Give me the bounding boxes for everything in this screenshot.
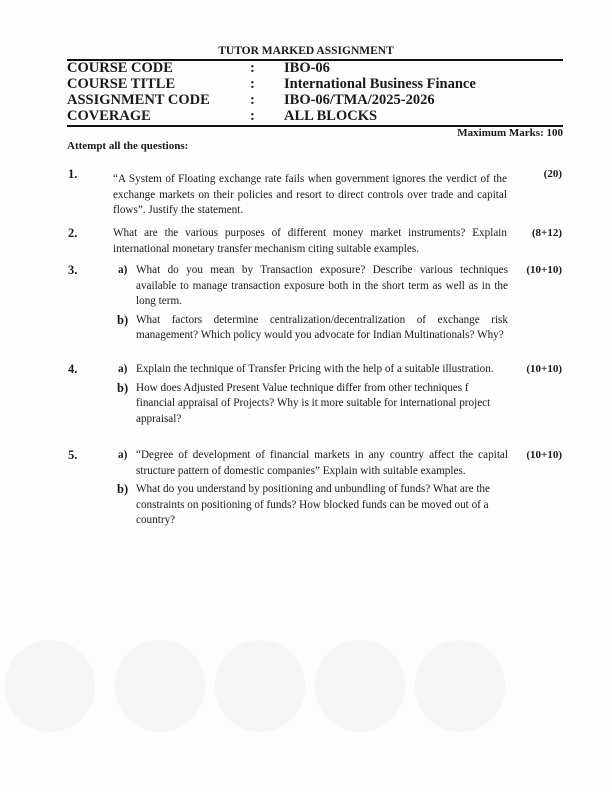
- part-letter: b): [117, 312, 129, 327]
- watermark-logo: [0, 640, 612, 740]
- question-text: “A System of Floating exchange rate fails when government ignores the verdict of the exchange markets on their policies and resort to direct controls over trade and capital flows”. Justify the statement.: [113, 173, 507, 217]
- question-marks: (10+10): [526, 363, 562, 375]
- question-number: 2.: [68, 226, 78, 240]
- part-text: What do you mean by Transaction exposure? Describe various techniques available to manage transaction exposure both in the short term as well as in the long term.: [136, 264, 508, 308]
- field-label: COURSE CODE: [67, 60, 173, 76]
- question-part-b: [67, 313, 563, 344]
- field-label: ASSIGNMENT CODE: [67, 92, 210, 108]
- question-4: [67, 362, 563, 427]
- question-marks: (10+10): [526, 449, 562, 461]
- field-label: COVERAGE: [67, 108, 151, 124]
- question-number: 5.: [68, 448, 78, 462]
- maximum-marks: Maximum Marks: 100: [457, 127, 563, 139]
- part-text: “Degree of development of financial markets in any country affect the capital structure pattern of domestic companies” Explain with suitable examples.: [136, 449, 508, 477]
- coverage-row: [67, 108, 563, 124]
- course-info-table: [67, 60, 563, 124]
- question-part-b: [67, 381, 563, 428]
- question-marks: (20): [543, 168, 562, 180]
- question-marks: (8+12): [531, 227, 562, 239]
- part-text: What factors determine centralization/decentralization of exchange risk management? Which policy would you advocate for Indian Multinationals? Why?: [136, 313, 508, 342]
- question-number: 3.: [68, 263, 78, 277]
- field-separator: :: [250, 76, 255, 92]
- question-number: 4.: [68, 362, 78, 376]
- part-letter: a): [118, 449, 128, 461]
- field-separator: :: [250, 108, 255, 124]
- question-marks: (10+10): [526, 264, 562, 276]
- question-part-a: [67, 362, 563, 378]
- part-text: How does Adjusted Present Value technique differ from other techniques f financial appraisal of Projects? Why is it more suitable for international project appraisal?: [136, 381, 491, 425]
- part-letter: b): [117, 380, 129, 395]
- question-5: [67, 448, 563, 529]
- assignment-code-row: [67, 92, 563, 108]
- part-text: Explain the technique of Transfer Pricing with the help of a suitable illustration.: [136, 363, 494, 375]
- question-part-a: [67, 448, 563, 479]
- field-label: COURSE TITLE: [67, 76, 176, 92]
- field-separator: :: [250, 92, 255, 108]
- question-part-b: [67, 482, 563, 529]
- field-value: IBO-06: [284, 60, 330, 76]
- course-title-row: [67, 76, 563, 92]
- question-number: 1.: [68, 167, 78, 181]
- part-letter: a): [118, 363, 128, 375]
- part-text: What do you understand by positioning and unbundling of funds? What are the constraints on positioning of funds? How blocked funds can be moved out of a country?: [136, 483, 490, 527]
- part-letter: a): [118, 264, 128, 276]
- question-text: What are the various purposes of different money market instruments? Explain international monetary transfer mechanism citing suitable examples.: [113, 227, 507, 255]
- field-value: ALL BLOCKS: [284, 108, 378, 124]
- field-separator: :: [250, 60, 255, 76]
- course-code-row: [67, 60, 563, 76]
- instructions: Attempt all the questions:: [67, 140, 189, 152]
- question-3: [67, 263, 563, 344]
- document-title: TUTOR MARKED ASSIGNMENT: [218, 45, 394, 57]
- part-letter: b): [117, 482, 129, 497]
- field-value: International Business Finance: [284, 76, 476, 92]
- question-part-a: [67, 263, 563, 310]
- field-value: IBO-06/TMA/2025-2026: [284, 92, 435, 108]
